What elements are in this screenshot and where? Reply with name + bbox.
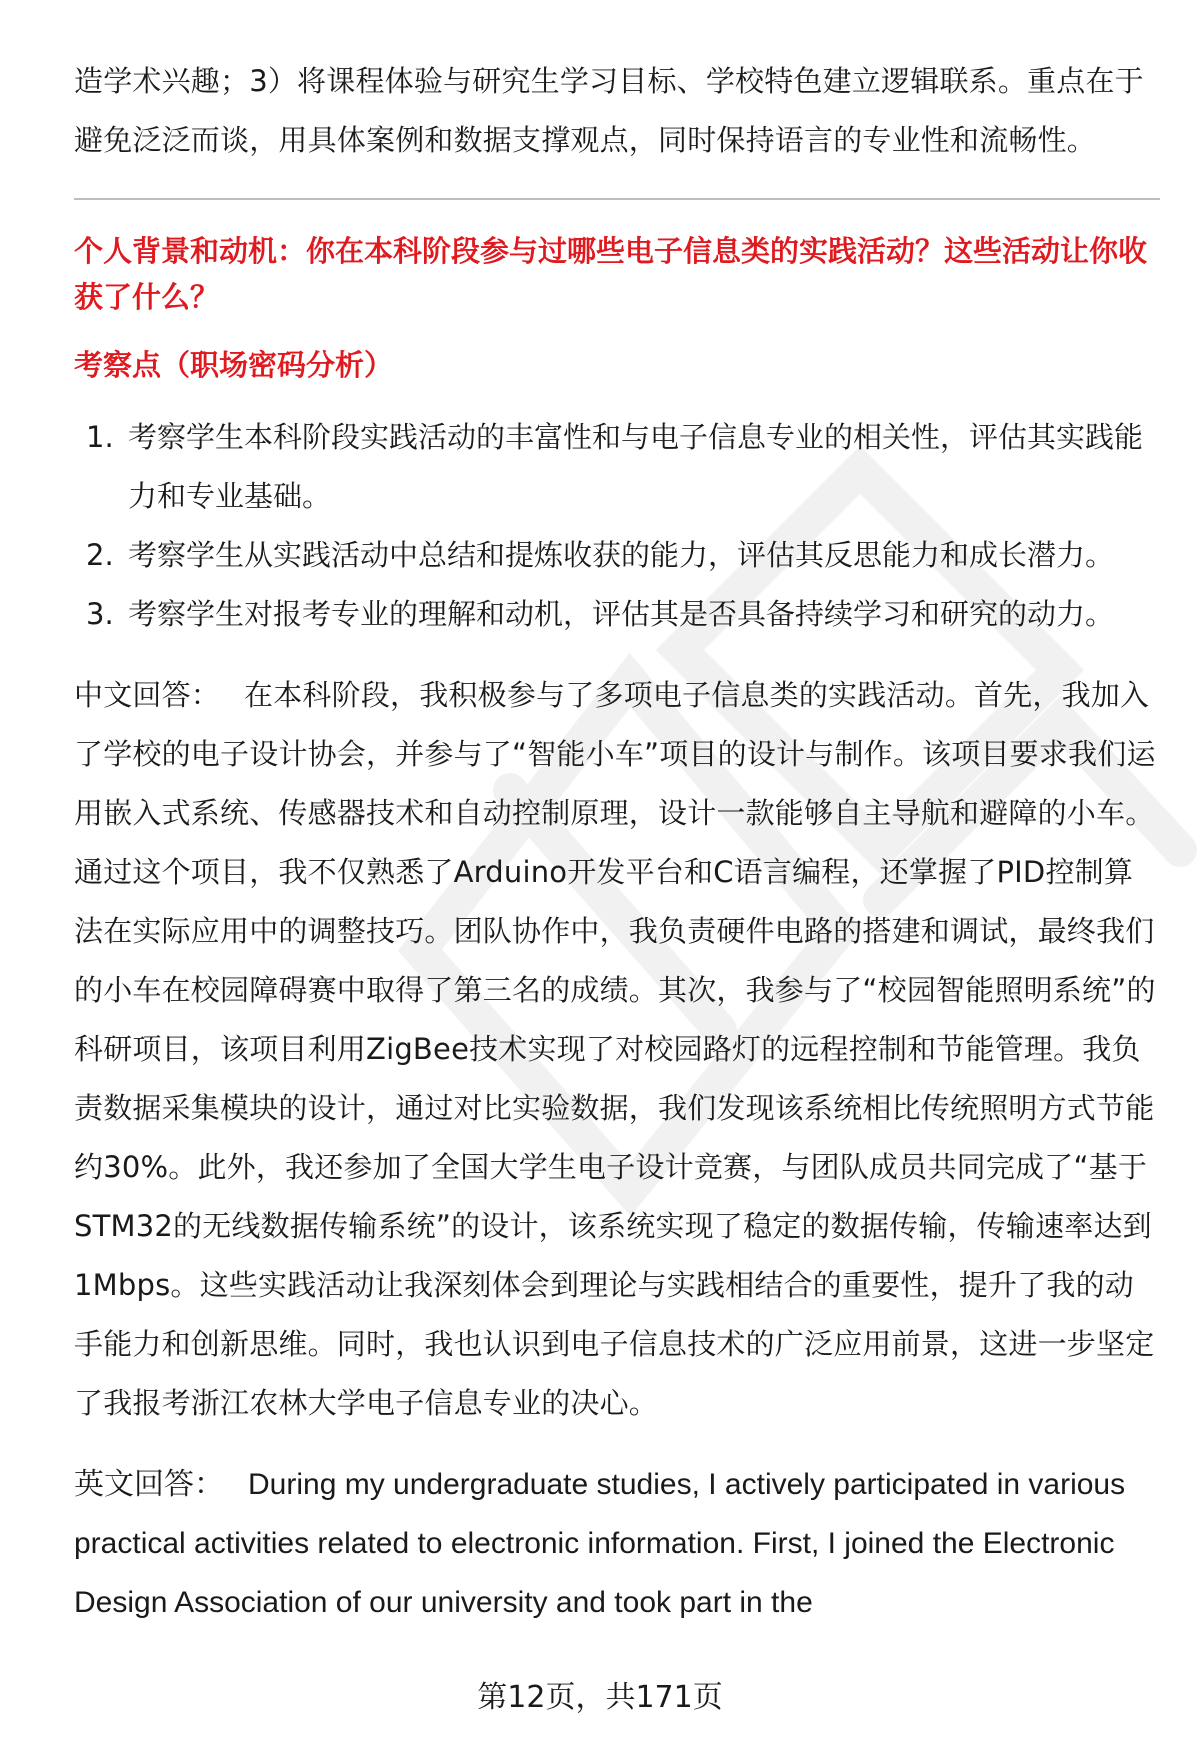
intro-paragraph: 造学术兴趣；3）将课程体验与研究生学习目标、学校特色建立逻辑联系。重点在于避免泛泛而谈，用具体案例和数据支撑观点，同时保持语言的专业性和流畅性。 [74,64,1144,157]
answer-chinese-label: 中文回答： [74,678,221,712]
analysis-heading: 考察点（职场密码分析） [74,348,394,382]
answer-english-label: 英文回答： [74,1468,224,1501]
answer-english [74,1455,1160,1632]
document-page [74,52,1160,1632]
analysis-item-text: 考察学生本科阶段实践活动的丰富性和与电子信息专业的相关性，评估其实践能力和专业基础。 [128,420,1144,513]
answer-chinese-text: 在本科阶段，我积极参与了多项电子信息类的实践活动。首先，我加入了学校的电子设计协会，并参与了“智能小车”项目的设计与制作。该项目要求我们运用嵌入式系统、传感器技术和自动控制原理，设计一款能够自主导航和避障的小车。通过这个项目，我不仅熟悉了Arduino开发平台和C语言编程，还掌握了PID控制算法在实际应用中的调整技巧。团队协作中，我负责硬件电路的搭建和调试，最终我们的小车在校园障碍赛中取得了第三名的成绩。其次，我参与了“校园智能照明系统”的科研项目，该项目利用ZigBee技术实现了对校园路灯的远程控制和节能管理。我负责数据采集模块的设计，通过对比实验数据，我们发现该系统相比传统照明方式节能约30%。此外，我还参加了全国大学生电子设计竞赛，与团队成员共同完成了“基于STM32的无线数据传输系统”的设计，该系统实现了稳定的数据传输，传输速率达到1Mbps。这些实践活动让我深刻体会到理论与实践相结合的重要性，提升了我的动手能力和创新思维。同时，我也认识到电子信息技术的广泛应用前景，这进一步坚定了我报考浙江农林大学电子信息专业的决心。 [74,678,1156,1420]
analysis-item-number: 1. [86,420,114,454]
analysis-item [74,408,1160,526]
analysis-item-number: 3. [86,597,114,631]
analysis-item-text: 考察学生对报考专业的理解和动机，评估其是否具备持续学习和研究的动力。 [128,597,1115,631]
analysis-item [74,585,1160,644]
analysis-item-text: 考察学生从实践活动中总结和提炼收获的能力，评估其反思能力和成长潜力。 [128,538,1115,572]
analysis-list [74,408,1160,644]
section-divider [74,198,1160,200]
answer-chinese [74,666,1160,1433]
analysis-item-number: 2. [86,538,114,572]
answer-english-text: During my undergraduate studies, I actively participated in various practical activities related to electronic information. First, I joined the Electronic Design Association of our university and took part in the [74,1468,1126,1619]
analysis-item [74,526,1160,585]
page-footer: 第12页，共171页 [477,1680,723,1715]
question-title: 个人背景和动机：你在本科阶段参与过哪些电子信息类的实践活动？这些活动让你收获了什么？ [74,234,1148,314]
